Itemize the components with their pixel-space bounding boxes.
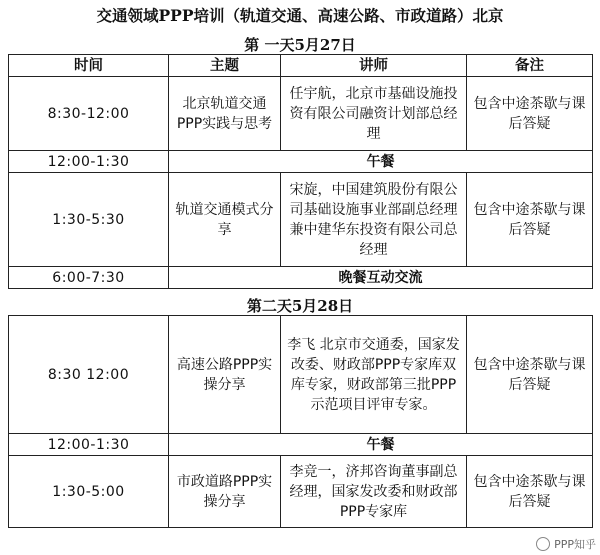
speaker-cell: 任宇航，北京市基础设施投资有限公司融资计划部总经理 <box>281 77 467 151</box>
table-header-row <box>9 55 593 77</box>
table-row <box>9 267 593 289</box>
time-cell: 6:00-7:30 <box>9 267 169 289</box>
time-cell: 8:30 12:00 <box>9 316 169 434</box>
watermark-label: PPP知乎 <box>554 538 596 551</box>
meal-cell: 午餐 <box>169 151 593 173</box>
topic-cell: 轨道交通模式分享 <box>169 173 281 267</box>
table-row <box>9 456 593 528</box>
time-cell: 1:30-5:30 <box>9 173 169 267</box>
watermark <box>536 536 596 552</box>
document-title: 交通领域PPP培训（轨道交通、高速公路、市政道路）北京 <box>96 6 504 25</box>
speaker-cell: 宋旋，中国建筑股份有限公司基础设施事业部副总经理兼中建华东投资有限公司总经理 <box>281 173 467 267</box>
header-note: 备注 <box>467 55 593 77</box>
time-cell: 1:30-5:00 <box>9 456 169 528</box>
table-row <box>9 151 593 173</box>
day2-schedule-table <box>8 315 593 528</box>
table-row <box>9 173 593 267</box>
header-speaker: 讲师 <box>281 55 467 77</box>
note-cell: 包含中途茶歇与课后答疑 <box>467 456 593 528</box>
header-time: 时间 <box>9 55 169 77</box>
time-cell: 12:00-1:30 <box>9 151 169 173</box>
note-cell: 包含中途茶歇与课后答疑 <box>467 173 593 267</box>
time-cell: 8:30-12:00 <box>9 77 169 151</box>
table-row <box>9 316 593 434</box>
day1-schedule-table <box>8 54 593 289</box>
wechat-logo-icon <box>536 537 550 551</box>
topic-cell: 市政道路PPP实操分享 <box>169 456 281 528</box>
time-cell: 12:00-1:30 <box>9 434 169 456</box>
table-row <box>9 77 593 151</box>
note-cell: 包含中途茶歇与课后答疑 <box>467 77 593 151</box>
topic-cell: 北京轨道交通PPP实践与思考 <box>169 77 281 151</box>
meal-cell: 午餐 <box>169 434 593 456</box>
speaker-cell: 李飞 北京市交通委，国家发改委、财政部PPP专家库双库专家，财政部第三批PPP示范项目评审专家。 <box>281 316 467 434</box>
day2-heading: 第二天5月28日 <box>246 297 354 315</box>
topic-cell: 高速公路PPP实操分享 <box>169 316 281 434</box>
meal-cell: 晚餐互动交流 <box>169 267 593 289</box>
day1-heading: 第 一天5月27日 <box>244 36 356 54</box>
table-row <box>9 434 593 456</box>
header-topic: 主题 <box>169 55 281 77</box>
speaker-cell: 李竞一，济邦咨询董事副总经理，国家发改委和财政部PPP专家库 <box>281 456 467 528</box>
note-cell: 包含中途茶歇与课后答疑 <box>467 316 593 434</box>
